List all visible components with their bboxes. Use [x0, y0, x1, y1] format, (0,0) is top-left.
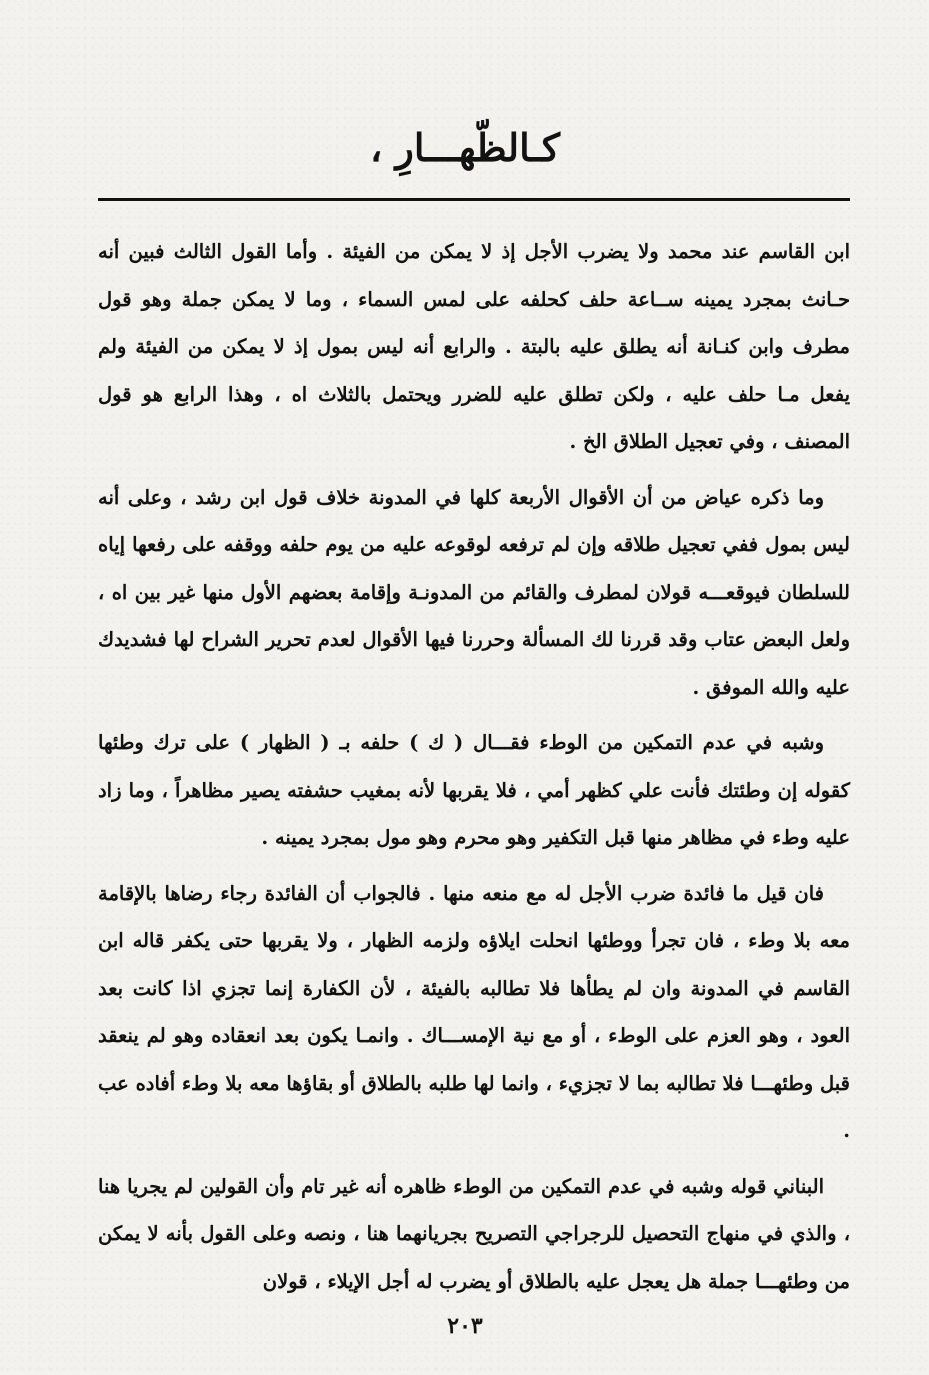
paragraph-2: وما ذكره عياض من أن الأقوال الأربعة كلها في المدونة خلاف قول ابن رشد ، وعلى أنه ليس بمول ففي تعجيل طلاقه وإن لم ترفعه لوقوعه عليه من يوم حلفه ووقفه على رفعها إياه للسلطان فيوقعـــه قولان لمطرف والقائم من المدونـة وإقامة بعضهم الأول منها غير بين اه ، ولعل البعض عتاب وقد قررنا لك المسألة وحررنا فيها الأقوال لعدم تحرير الشراح لها فشديدك عليه والله الموفق . [98, 485, 850, 699]
body-text [98, 228, 850, 1313]
paragraph-3: وشبه في عدم التمكين من الوطء فقـــال ( ك ) حلفه بـ ( الظهار ) على ترك وطئها كقوله إن وطئتك فأنت علي كظهر أمي ، فلا يقربها لأنه بمغيب حشفته يصير مظاهراً ، وما زاد عليه وطء في مظاهر منها قبل التكفير وهو محرم وهو مول بمجرد يمينه . [98, 731, 850, 849]
header-rule [98, 198, 850, 201]
running-header: كـالظّهـــارِ ، [370, 125, 560, 170]
page-number: ٢٠٣ [447, 1313, 483, 1339]
paragraph-4: فان قيل ما فائدة ضرب الأجل له مع منعه منها . فالجواب أن الفائدة رجاء رضاها بالإقامة معه بلا وطء ، فان تجرأ ووطئها انحلت ايلاؤه ولزمه الظهار ، ولا يقربها حتى يكفر قاله ابن القاسم في المدونة وان لم يطأها فلا تطالبه بالفيئة ، لأن الكفارة إنما تجزي اذا كانت بعد العود ، وهو العزم على الوطء ، أو مع نية الإمســـاك . وانمـا يكون بعد انعقاده وهو لم ينعقد قبل وطئهـــا فلا تطالبه بما لا تجزيء ، وانما لها طلبه بالطلاق أو بقاؤها معه بلا وطء أفاده عب . [98, 881, 850, 1142]
paragraph-5: البناني قوله وشبه في عدم التمكين من الوطء ظاهره أنه غير تام وأن القولين لم يجريا هنا ، والذي في منهاج التحصيل للرجراجي التصريح بجريانهما هنا ، ونصه وعلى القول بأنه لا يمكن من وطئهـــا جملة هل يعجل عليه بالطلاق أو يضرب له أجل الإيلاء ، قولان [98, 1174, 850, 1293]
paragraph-1: ابن القاسم عند محمد ولا يضرب الأجل إذ لا يمكن من الفيئة . وأما القول الثالث فبين أنه حـانث بمجرد يمينه ســاعة حلف كحلفه على لمس السماء ، وما لا يمكن جملة وهو قول مطرف وابن كنـانة أنه يطلق عليه بالبتة . والرابع أنه ليس بمول إذ لا يمكن من الفيئة ولم يفعل مـا حلف عليه ، ولكن تطلق عليه للضرر ويحتمل بالثلاث اه ، وهذا الرابع هو قول المصنف ، وفي تعجيل الطلاق الخ . [98, 240, 850, 453]
